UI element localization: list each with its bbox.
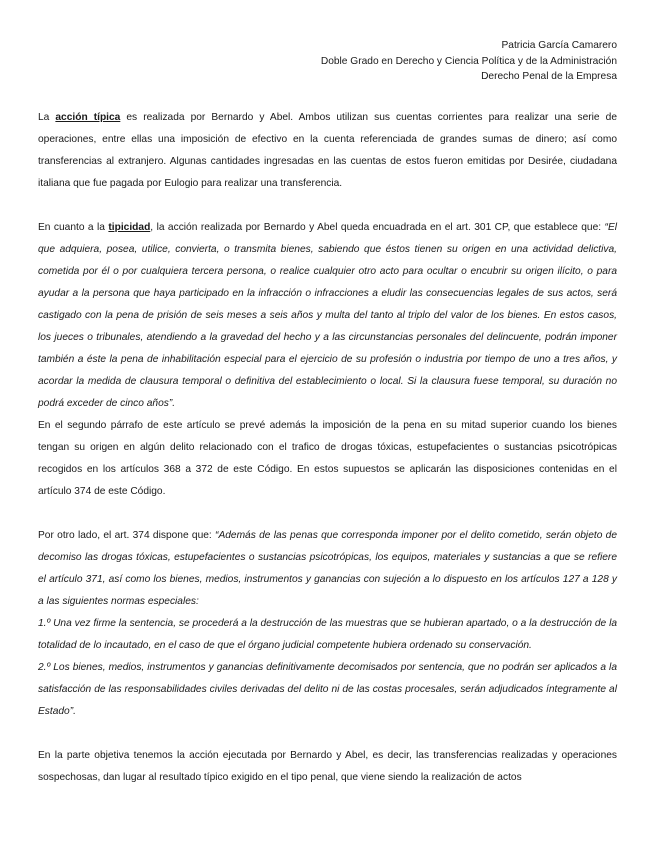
term-tipicidad: tipicidad [108,221,151,233]
list-item-1: 1.º Una vez firme la sentencia, se procederá a la destrucción de las muestras que se hubieran apartado, o a la destrucción de la totalidad de lo incautado, en el caso de que el órgano judicial competente hubiera ordenado su conservación. [38,617,617,651]
term-accion-tipica: acción típica [55,111,121,123]
paragraph-parte-objetiva: En la parte objetiva tenemos la acción ejecutada por Bernardo y Abel, es decir, las transferencias realizadas y operaciones sospechosas, dan lugar al resultado típico exigido en el tipo penal, que viene siendo la realización de actos [38,749,617,783]
paragraph-tipicidad: En cuanto a la tipicidad, la acción realizada por Bernardo y Abel queda encuadrada en el art. 301 CP, que establece que: “El que adquiera, posea, utilice, convierta, o transmita bienes, sabiendo que éstos tienen su origen en una actividad delictiva, cometida por él o por cualquiera tercera persona, o realice cualquier otro acto para ocultar o encubrir su origen ilícito, o para ayudar a la persona que haya participado en la infracción o infracciones a eludir las consecuencias legales de sus actos, será castigado con la pena de prisión de seis meses a seis años y multa del tanto al triplo del valor de los bienes. En estos casos, los jueces o tribunales, atendiendo a la gravedad del hecho y a las circunstancias personales del delincuente, podrán imponer también a éste la pena de inhabilitación especial para el ejercicio de su profesión o industria por tiempo de uno a tres años, y acordar la medida de clausura temporal o definitiva del establecimiento o local. Si la clausura fuese temporal, su duración no podrá exceder de cinco años”. [38,221,617,409]
quote-art-374: “Además de las penas que corresponda imponer por el delito cometido, serán objeto de decomiso las drogas tóxicas, estupefacientes o sustancias psicotrópicas, los equipos, materiales y sustancias a que se refiere el artículo 371, así como los bienes, medios, instrumentos y ganancias con sujeción a lo dispuesto en los artículos 127 a 128 y a las siguientes normas especiales: [38,529,617,607]
document-header [38,38,617,85]
paragraph-accion-tipica: La acción típica es realizada por Bernardo y Abel. Ambos utilizan sus cuentas corrientes para realizar una serie de operaciones, entre ellas una imposición de efectivo en la cuenta referenciada de grandes sumas de dinero; así como transferencias al extranjero. Algunas cantidades ingresadas en las cuentas de estos fueron emitidas por Desirée, ciudadana italiana que fue pagada por Eulogio para realizar una transferencia. [38,111,617,189]
course-name: Derecho Penal de la Empresa [481,71,617,82]
list-item-2: 2.º Los bienes, medios, instrumentos y ganancias definitivamente decomisados por sentencia, que no podrán ser aplicados a la satisfacción de las responsabilidades civiles derivadas del delito ni de las costas procesales, serán adjudicados íntegramente al Estado”. [38,661,617,717]
paragraph-art-374: Por otro lado, el art. 374 dispone que: “Además de las penas que corresponda imponer por el delito cometido, serán objeto de decomiso las drogas tóxicas, estupefacientes o sustancias psicotrópicas, los equipos, materiales y sustancias a que se refiere el artículo 371, así como los bienes, medios, instrumentos y ganancias con sujeción a lo dispuesto en los artículos 127 a 128 y a las siguientes normas especiales: [38,529,617,607]
quote-art-301: “El que adquiera, posea, utilice, convierta, o transmita bienes, sabiendo que éstos tienen su origen en una actividad delictiva, cometida por él o por cualquiera tercera persona, o realice cualquier otro acto para ocultar o encubrir su origen ilícito, o para ayudar a la persona que haya participado en la infracción o infracciones a eludir las consecuencias legales de sus actos, será castigado con la pena de prisión de seis meses a seis años y multa del tanto al triplo del valor de los bienes. En estos casos, los jueces o tribunales, atendiendo a la gravedad del hecho y a las circunstancias personales del delincuente, podrán imponer también a éste la pena de inhabilitación especial para el ejercicio de su profesión o industria por tiempo de uno a tres años, y acordar la medida de clausura temporal o definitiva del establecimiento o local. Si la clausura fuese temporal, su duración no podrá exceder de cinco años”. [38,221,617,409]
degree-name: Doble Grado en Derecho y Ciencia Política y de la Administración [320,55,617,67]
paragraph-segundo-parrafo: En el segundo párrafo de este artículo se prevé además la imposición de la pena en su mitad superior cuando los bienes tengan su origen en algún delito relacionado con el trafico de drogas tóxicas, estupefacientes o sustancias psicotrópicas recogidos en los artículos 368 a 372 de este Código. En estos supuestos se aplicarán las disposiciones contenidas en el artículo 374 de este Código. [38,419,617,497]
author-name: Patricia García Camarero [501,40,617,51]
